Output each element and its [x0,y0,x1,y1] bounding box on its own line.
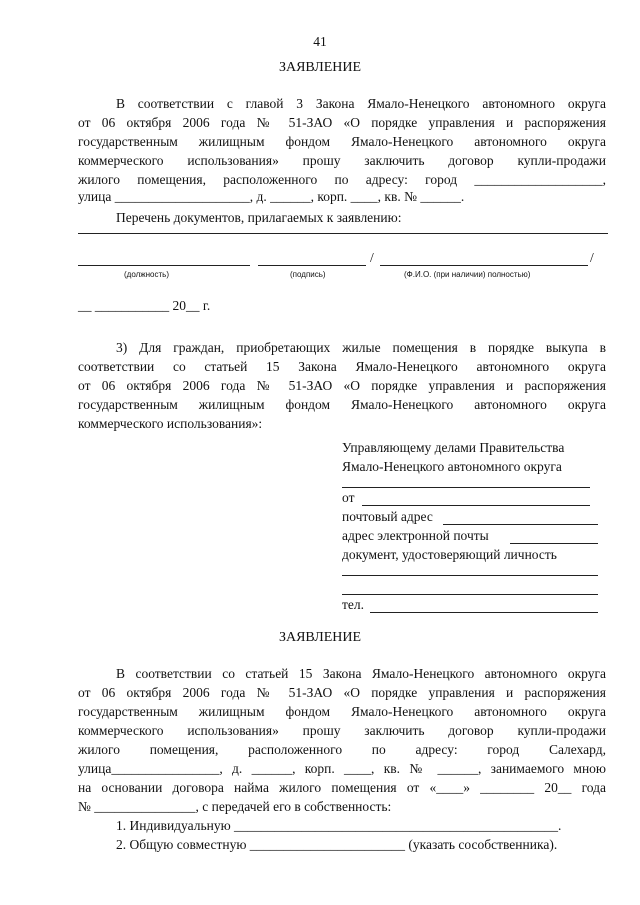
paragraph-line: В соответствии с главой 3 Закона Ямало-Ненецкого автономного округа [116,96,606,111]
paragraph-line: 3) Для граждан, приобретающих жилые помещения в порядке выкупа в [116,340,606,355]
from-field[interactable] [362,505,590,506]
addressee-blank-line[interactable] [342,487,590,488]
postal-address-label: почтовый адрес [342,509,433,524]
paragraph-line: государственным жилищным фондом Ямало-Ненецкого автономного округа [78,397,606,412]
full-name-caption: (Ф.И.О. (при наличии) полностью) [404,270,531,279]
id-document-label: документ, удостоверяющий личность [342,547,557,562]
date-line: __ ___________ 20__ г. [78,298,211,313]
from-label: от [342,490,355,505]
addressee-line: Управляющему делами Правительства [342,440,565,455]
email-label: адрес электронной почты [342,528,489,543]
position-field[interactable] [78,265,250,266]
page-number: 41 [313,34,327,49]
signature-slash: / [590,250,594,265]
paragraph-line: улица ____________________, д. ______, корп. ____, кв. № ______. [78,189,465,204]
paragraph-line: коммерческого использования»: [78,416,263,431]
paragraph-line: государственным жилищным фондом Ямало-Ненецкого автономного округа [78,134,606,149]
phone-label: тел. [342,597,365,612]
paragraph-line: соответствии со статьей 15 Закона Ямало-Ненецкого автономного округа [78,359,606,374]
ownership-option-individual: 1. Индивидуальную ________________________________________________. [116,818,562,833]
paragraph-line: улица________________, д. ______, корп. ____, кв. № ______, занимаемого мною [78,761,606,776]
documents-label: Перечень документов, прилагаемых к заявлению: [116,210,402,225]
paragraph-line: коммерческого использования» прошу заключить договор купли-продажи [78,153,606,168]
documents-list-line[interactable] [78,233,608,234]
id-document-field-2[interactable] [342,594,598,595]
signature-caption: (подпись) [290,270,326,279]
ownership-option-joint: 2. Общую совместную _______________________ (указать сособственника). [116,837,558,852]
position-caption: (должность) [124,270,169,279]
paragraph-line: жилого помещения, расположенного по адресу: город Салехард, [78,742,606,757]
application-title-2: ЗАЯВЛЕНИЕ [278,630,362,645]
paragraph-line: жилого помещения, расположенного по адресу: город ___________________, [78,172,606,187]
paragraph-line: на основании договора найма жилого помещения от «____» ________ 20__ года [78,780,606,795]
paragraph-line: от 06 октября 2006 года № 51-ЗАО «О порядке управления и распоряжения [78,115,606,130]
signature-slash: / [370,250,374,265]
signature-field[interactable] [258,265,366,266]
paragraph-line: государственным жилищным фондом Ямало-Ненецкого автономного округа [78,704,606,719]
addressee-line: Ямало-Ненецкого автономного округа [342,459,562,474]
paragraph-line: от 06 октября 2006 года № 51-ЗАО «О порядке управления и распоряжения [78,378,606,393]
email-field[interactable] [510,543,598,544]
paragraph-line: В соответствии со статьей 15 Закона Ямало-Ненецкого автономного округа [116,666,606,681]
paragraph-line: от 06 октября 2006 года № 51-ЗАО «О порядке управления и распоряжения [78,685,606,700]
application-title: ЗАЯВЛЕНИЕ [278,60,362,75]
paragraph-line: коммерческого использования» прошу заключить договор купли-продажи [78,723,606,738]
full-name-field[interactable] [380,265,588,266]
paragraph-line: № _______________, с передачей его в собственность: [78,799,392,814]
postal-address-field[interactable] [443,524,598,525]
id-document-field[interactable] [342,575,598,576]
phone-field[interactable] [370,612,598,613]
